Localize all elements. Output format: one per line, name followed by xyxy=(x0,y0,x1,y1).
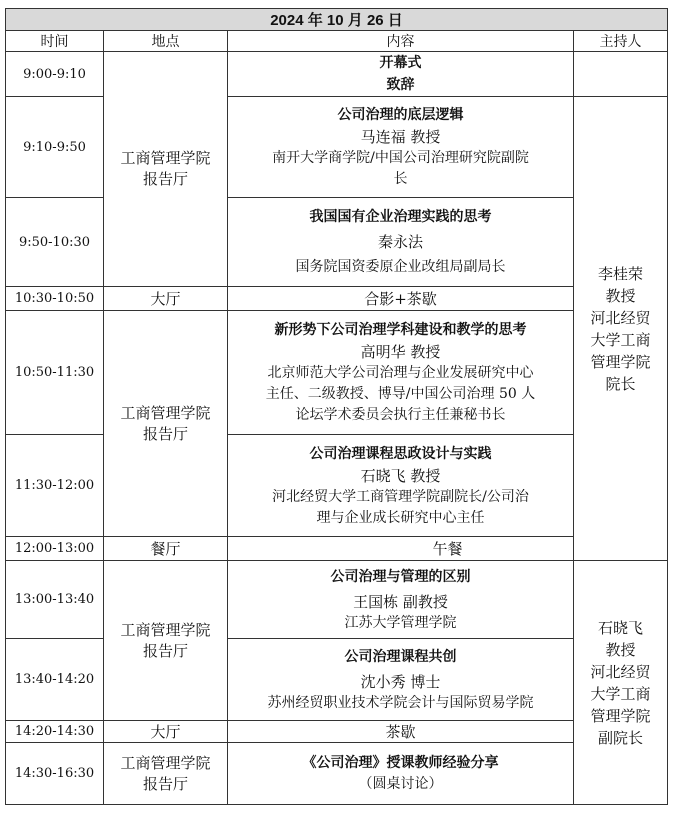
talk-title: 公司治理课程共创 xyxy=(344,648,457,665)
time-cell: 13:00-13:40 xyxy=(6,561,104,639)
host-org: 副院长 xyxy=(598,728,644,747)
content-cell xyxy=(228,311,574,435)
break-cell: 合影+茶歇 xyxy=(228,287,574,311)
speaker-affiliation: 论坛学术委员会执行主任兼秘书长 xyxy=(295,407,506,423)
host-org: 大学工商 xyxy=(590,330,651,349)
time-cell: 12:00-13:00 xyxy=(6,537,104,561)
schedule-table xyxy=(5,8,668,805)
venue-line: 工商管理学院 xyxy=(120,403,211,422)
header-venue: 地点 xyxy=(104,31,228,52)
host-org: 河北经贸 xyxy=(590,662,651,681)
venue-cell xyxy=(104,561,228,721)
talk-title: 我国国有企业治理实践的思考 xyxy=(309,209,492,225)
speaker-affiliation: 主任、二级教授、博导/中国公司治理 50 人 xyxy=(265,386,536,402)
speaker-affiliation: 南开大学商学院/中国公司治理研究院副院 xyxy=(272,150,529,166)
content-cell xyxy=(228,561,574,639)
venue-line: 工商管理学院 xyxy=(120,149,211,167)
venue-line: 报告厅 xyxy=(142,774,188,793)
time-cell: 14:20-14:30 xyxy=(6,721,104,743)
host-name: 李桂荣 xyxy=(598,264,644,283)
speaker-name: 王国栋 副教授 xyxy=(353,592,448,611)
venue-line: 报告厅 xyxy=(142,641,188,660)
host-org: 院长 xyxy=(605,374,636,393)
venue-cell: 大厅 xyxy=(104,287,228,311)
content-cell xyxy=(228,435,574,537)
host-org: 河北经贸 xyxy=(590,308,651,327)
content-cell xyxy=(228,639,574,721)
header-host: 主持人 xyxy=(574,31,668,52)
speaker-affiliation: 北京师范大学公司治理与企业发展研究中心 xyxy=(267,365,534,381)
time-cell: 13:40-14:20 xyxy=(6,639,104,721)
host-cell-empty xyxy=(574,52,668,97)
speaker-name: 高明华 教授 xyxy=(360,343,441,361)
venue-line: 工商管理学院 xyxy=(120,620,211,639)
venue-line: 报告厅 xyxy=(142,424,188,443)
header-content: 内容 xyxy=(228,31,574,52)
host-name: 石晓飞 xyxy=(598,618,644,637)
time-cell: 9:00-9:10 xyxy=(6,52,104,97)
host-title: 教授 xyxy=(605,640,636,659)
speaker-affiliation: 江苏大学管理学院 xyxy=(344,614,457,631)
content-cell xyxy=(228,97,574,198)
opening-line: 开幕式 xyxy=(379,55,422,71)
talk-title: 公司治理与管理的区别 xyxy=(330,568,471,585)
speaker-name: 马连福 教授 xyxy=(360,128,441,146)
venue-line: 报告厅 xyxy=(142,170,188,188)
venue-cell xyxy=(104,311,228,537)
venue-cell: 餐厅 xyxy=(104,537,228,561)
opening-line: 致辞 xyxy=(386,77,415,93)
venue-cell xyxy=(104,52,228,287)
time-cell: 9:50-10:30 xyxy=(6,198,104,287)
speaker-name: 沈小秀 博士 xyxy=(360,672,441,691)
content-cell xyxy=(228,743,574,805)
host-cell xyxy=(574,97,668,561)
time-cell: 10:30-10:50 xyxy=(6,287,104,311)
venue-cell xyxy=(104,743,228,805)
host-title: 教授 xyxy=(605,286,636,305)
content-cell xyxy=(228,198,574,287)
speaker-affiliation: 国务院国资委原企业改组局副局长 xyxy=(295,259,506,275)
time-cell: 10:50-11:30 xyxy=(6,311,104,435)
venue-cell: 大厅 xyxy=(104,721,228,743)
break-cell: 茶歇 xyxy=(228,721,574,743)
speaker-affiliation: 苏州经贸职业技术学院会计与国际贸易学院 xyxy=(267,694,534,711)
speaker-name: 石晓飞 教授 xyxy=(360,466,441,485)
speaker-affiliation: 长 xyxy=(393,171,408,187)
header-time: 时间 xyxy=(6,31,104,52)
venue-line: 工商管理学院 xyxy=(120,753,211,772)
talk-title: 公司治理的底层逻辑 xyxy=(337,107,464,123)
talk-title: 公司治理课程思政设计与实践 xyxy=(309,445,492,462)
speaker-name: 秦永法 xyxy=(377,233,423,251)
host-org: 管理学院 xyxy=(590,706,651,725)
time-cell: 14:30-16:30 xyxy=(6,743,104,805)
lunch-cell: 午餐 xyxy=(228,537,668,561)
schedule-date-title: 2024 年 10 月 26 日 xyxy=(6,9,668,31)
talk-title: 新形势下公司治理学科建设和教学的思考 xyxy=(274,322,527,338)
talk-title: 《公司治理》授课教师经验分享 xyxy=(302,755,499,771)
time-cell: 9:10-9:50 xyxy=(6,97,104,198)
host-org: 大学工商 xyxy=(590,684,651,703)
speaker-affiliation: 理与企业成长研究中心主任 xyxy=(316,509,485,526)
session-format: （圆桌讨论） xyxy=(358,776,443,792)
speaker-affiliation: 河北经贸大学工商管理学院副院长/公司治 xyxy=(272,488,529,505)
opening-cell xyxy=(228,52,574,97)
host-cell xyxy=(574,561,668,805)
time-cell: 11:30-12:00 xyxy=(6,435,104,537)
host-org: 管理学院 xyxy=(590,352,651,371)
